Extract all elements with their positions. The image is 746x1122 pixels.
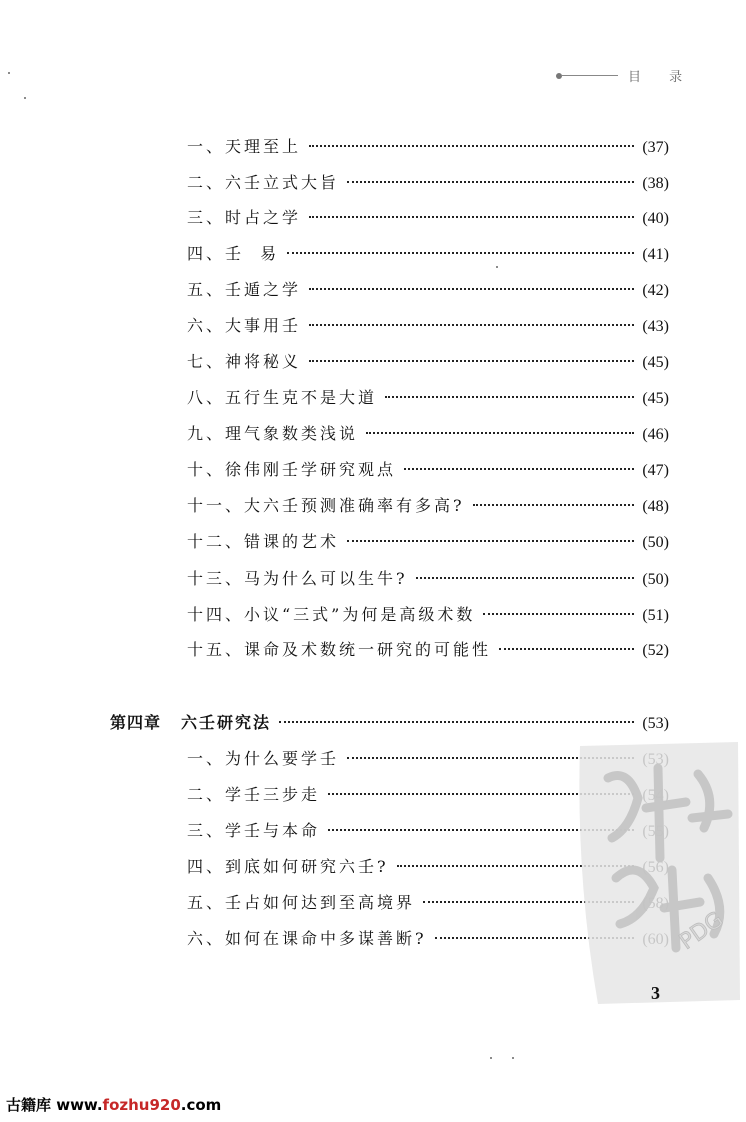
toc-entry-page: (48) [642, 498, 669, 515]
dot-leader [483, 613, 634, 615]
footer-prefix: 古籍库 www. [6, 1096, 103, 1114]
toc-entry-title: 一、为什么要学壬 [187, 749, 340, 768]
page-number: 3 [651, 983, 660, 1003]
dot-leader [404, 468, 634, 470]
dot-leader [347, 540, 634, 542]
toc-entry-page: (42) [642, 282, 669, 299]
toc-chapter-heading[interactable] [110, 711, 669, 735]
dot-leader [309, 145, 634, 147]
chapter-number: 第四章 [110, 713, 162, 732]
toc-entry-title: 九、理气象数类浅说 [187, 424, 359, 443]
seal-watermark [568, 738, 744, 1006]
dot-leader [287, 252, 634, 254]
scan-speck [8, 72, 10, 74]
toc-entry-title: 二、六壬立式大旨 [187, 173, 340, 192]
toc-entry[interactable] [187, 135, 669, 159]
scan-speck [512, 1057, 514, 1059]
header-title: 目 录 [628, 70, 695, 85]
toc-entry-page: (45) [642, 354, 669, 371]
toc-entry-page: (47) [642, 462, 669, 479]
toc-entry[interactable] [187, 530, 669, 554]
toc-entry[interactable] [187, 350, 669, 374]
toc-entry-title: 五、壬遁之学 [187, 280, 302, 299]
chapter-title: 六壬研究法 [181, 713, 272, 732]
toc-entry[interactable] [187, 603, 669, 627]
chapter-page: (53) [642, 715, 669, 732]
toc-entry-page: (37) [642, 139, 669, 156]
toc-entry-page: (50) [642, 571, 669, 588]
footer-suffix: .com [180, 1096, 222, 1114]
toc-entry-title: 八、五行生克不是大道 [187, 388, 378, 407]
toc-entry-title: 四、壬 易 [187, 244, 280, 263]
toc-entry[interactable] [187, 278, 669, 302]
toc-entry-page: (46) [642, 426, 669, 443]
scan-speck [24, 97, 26, 99]
toc-entry[interactable] [187, 567, 669, 591]
toc-entry-title: 十二、错课的艺术 [187, 532, 340, 551]
toc-entry-title: 六、大事用壬 [187, 316, 302, 335]
toc-entry-page: (43) [642, 318, 669, 335]
toc-entry-page: (41) [642, 246, 669, 263]
toc-entry-page: (52) [642, 642, 669, 659]
dot-leader [309, 324, 634, 326]
toc-entry-title: 二、学壬三步走 [187, 785, 321, 804]
footer-site-link[interactable] [6, 1094, 221, 1115]
dot-leader [309, 288, 634, 290]
toc-entry[interactable] [187, 206, 669, 230]
toc-entry-page: (51) [642, 607, 669, 624]
dot-leader [416, 577, 635, 579]
running-header [556, 66, 694, 85]
watermark-label: PDG [675, 907, 729, 955]
dot-leader [309, 216, 634, 218]
header-rule [562, 75, 618, 76]
toc-entry-page: (50) [642, 534, 669, 551]
toc-entry[interactable] [187, 458, 669, 482]
toc-entry-page: (38) [642, 175, 669, 192]
toc-entry-page: (40) [642, 210, 669, 227]
toc-entry-title: 三、时占之学 [187, 208, 302, 227]
toc-entry[interactable] [187, 171, 669, 195]
dot-leader [366, 432, 634, 434]
toc-entry[interactable] [187, 422, 669, 446]
scan-speck [490, 1057, 492, 1059]
dot-leader [473, 504, 635, 506]
dot-leader [347, 181, 634, 183]
toc-entry-title: 十一、大六壬预测准确率有多高? [187, 496, 465, 515]
toc-entry-title: 十四、小议“三式”为何是高级术数 [187, 605, 476, 624]
toc-entry-title: 一、天理至上 [187, 137, 302, 156]
toc-entry[interactable] [187, 638, 669, 662]
toc-entry-title: 六、如何在课命中多谋善断? [187, 929, 427, 948]
toc-entry-title: 七、神将秘义 [187, 352, 302, 371]
toc-entry[interactable] [187, 494, 669, 518]
toc-entry-page: (45) [642, 390, 669, 407]
toc-entry-title: 十五、课命及术数统一研究的可能性 [187, 640, 492, 659]
scan-speck [496, 266, 498, 268]
dot-leader [279, 721, 634, 723]
toc-entry-title: 三、学壬与本命 [187, 821, 321, 840]
toc-entry[interactable] [187, 314, 669, 338]
footer-accent: fozhu920 [102, 1096, 181, 1114]
dot-leader [385, 396, 634, 398]
dot-leader [499, 648, 634, 650]
dot-leader [309, 360, 634, 362]
toc-entry[interactable] [187, 386, 669, 410]
toc-entry[interactable] [187, 242, 669, 266]
toc-entry-title: 十三、马为什么可以生牛? [187, 569, 408, 588]
toc-entry-title: 四、到底如何研究六壬? [187, 857, 389, 876]
toc-entry-title: 五、壬占如何达到至高境界 [187, 893, 416, 912]
toc-entry-title: 十、徐伟刚壬学研究观点 [187, 460, 397, 479]
